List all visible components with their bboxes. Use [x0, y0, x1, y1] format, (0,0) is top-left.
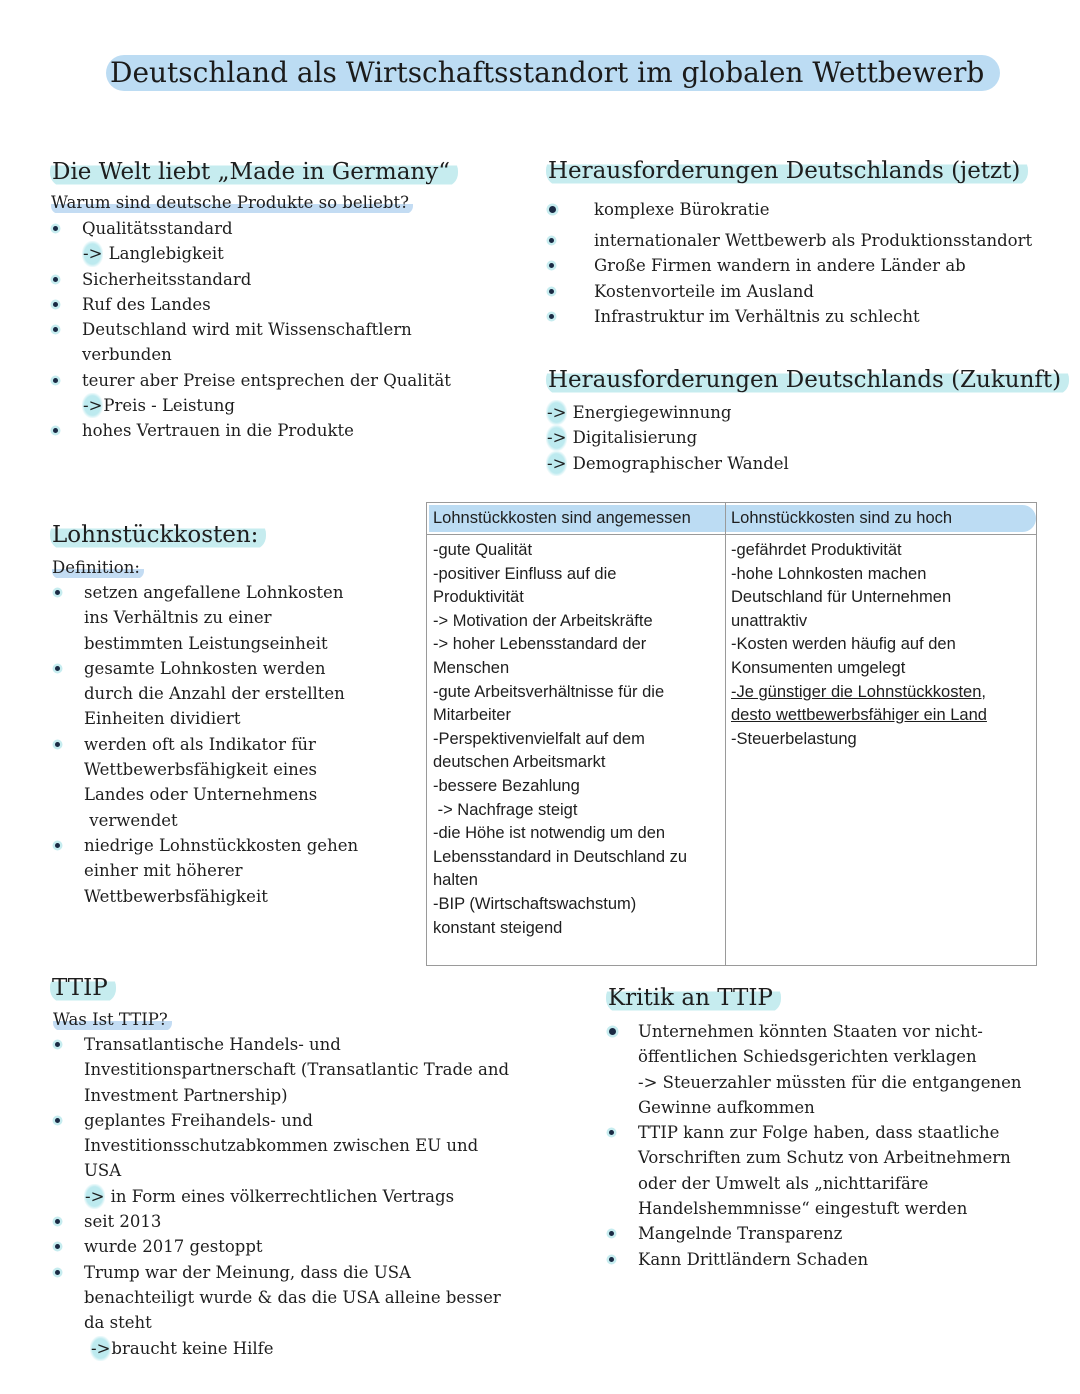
list-item: Mangelnde Transparenz	[608, 1221, 1048, 1246]
list-item: TTIP kann zur Folge haben, dass staatliche Vorschriften zum Schutz von Arbeitnehmern oder der Umwelt als „nichttarifäre Handelshemmnisse“ eingestuft werden	[608, 1120, 1048, 1221]
ttip-question: Was Ist TTIP?	[53, 1009, 172, 1031]
page-title: Deutschland als Wirtschaftsstandort im globalen Wettbewerb	[106, 55, 1000, 91]
table-column-too-high: -gefährdet Produktivität -hohe Lohnkosten machen Deutschland für Unternehmen unattraktiv -Kosten werden häufig auf den Konsumenten umgelegt -Je günstiger die Lohnstückkosten, desto wettbewerbsfähiger ein Land -Steuerbelastung	[731, 541, 987, 748]
list-item: Transatlantische Handels- und Investitionspartnerschaft (Transatlantic Trade and Investment Partnership)	[54, 1032, 514, 1108]
bullet-icon	[549, 289, 554, 294]
bullet-icon	[549, 206, 556, 213]
arrow-icon: ->	[82, 393, 103, 418]
table-header-cell: Lohnstückkosten sind zu hoch	[731, 509, 953, 527]
made-in-germany-question: Warum sind deutsche Produkte so beliebt?	[51, 192, 413, 214]
made-in-germany-list	[52, 216, 492, 444]
arrow-icon: ->	[546, 425, 567, 450]
bullet-icon	[609, 1028, 616, 1035]
challenges-now-list	[548, 197, 1048, 330]
challenges-now-heading: Herausforderungen Deutschlands (jetzt)	[546, 156, 1028, 186]
list-item: seit 2013	[54, 1209, 514, 1234]
bullet-icon	[609, 1231, 614, 1236]
bullet-icon	[609, 1130, 614, 1135]
list-item: Kann Drittländern Schaden	[608, 1247, 1048, 1272]
list-item: gesamte Lohnkosten werden durch die Anzahl der erstellten Einheiten dividiert	[54, 656, 414, 732]
list-item: wurde 2017 gestoppt	[54, 1234, 514, 1259]
list-item: Unternehmen könnten Staaten vor nicht- öffentlichen Schiedsgerichten verklagen -> Steuerzahler müssten für die entgangenen Gewinne aufkommen	[608, 1019, 1048, 1120]
list-item: Kostenvorteile im Ausland	[548, 279, 1048, 305]
unit-labour-costs-heading: Lohnstückkosten:	[50, 520, 266, 550]
bullet-icon	[55, 1219, 60, 1224]
arrow-icon: ->	[90, 1336, 111, 1361]
arrow-icon: ->	[546, 400, 567, 425]
bullet-icon	[55, 742, 60, 747]
list-item: setzen angefallene Lohnkosten ins Verhältnis zu einer bestimmten Leistungseinheit	[54, 580, 414, 656]
ttip-criticism-list	[608, 1019, 1048, 1272]
bullet-icon	[53, 378, 58, 383]
list-item: -> Demographischer Wandel	[546, 451, 789, 476]
list-item: Ruf des Landes	[52, 292, 492, 317]
bullet-icon	[549, 238, 554, 243]
bullet-icon	[53, 302, 58, 307]
bullet-icon	[55, 666, 60, 671]
bullet-icon	[53, 226, 58, 231]
arrow-icon: ->	[546, 451, 567, 476]
bullet-icon	[55, 843, 60, 848]
unit-labour-costs-list	[54, 580, 414, 909]
list-item: -> Digitalisierung	[546, 425, 789, 450]
bullet-icon	[549, 314, 554, 319]
list-item: werden oft als Indikator für Wettbewerbsfähigkeit eines Landes oder Unternehmens verwendet	[54, 732, 414, 833]
table-header	[427, 503, 1036, 535]
ttip-list	[54, 1032, 514, 1361]
list-item: niedrige Lohnstückkosten gehen einher mit höherer Wettbewerbsfähigkeit	[54, 833, 414, 909]
bullet-icon	[55, 1042, 60, 1047]
bullet-icon	[55, 1270, 60, 1275]
bullet-icon	[53, 327, 58, 332]
list-item: Trump war der Meinung, dass die USA benachteiligt wurde & das die USA alleine besser da steht ->braucht keine Hilfe	[54, 1260, 514, 1361]
list-item: Infrastruktur im Verhältnis zu schlecht	[548, 304, 1048, 330]
list-item: internationaler Wettbewerb als Produktionsstandort	[548, 228, 1048, 254]
bullet-icon	[55, 1244, 60, 1249]
challenges-future-heading: Herausforderungen Deutschlands (Zukunft)	[546, 365, 1069, 395]
bullet-icon	[53, 428, 58, 433]
list-item: komplexe Bürokratie	[548, 197, 1048, 223]
list-item: Sicherheitsstandard	[52, 267, 492, 292]
comparison-table	[426, 502, 1037, 966]
bullet-icon	[55, 1118, 60, 1123]
list-item: teurer aber Preise entsprechen der Qualität ->Preis - Leistung	[52, 368, 492, 419]
bullet-icon	[53, 277, 58, 282]
bullet-icon	[549, 263, 554, 268]
list-item: geplantes Freihandels- und Investitionsschutzabkommen zwischen EU und USA -> in Form eines völkerrechtlichen Vertrags	[54, 1108, 514, 1209]
arrow-icon: ->	[84, 1184, 105, 1209]
list-item: Qualitätsstandard -> Langlebigkeit	[52, 216, 492, 267]
ttip-heading: TTIP	[50, 973, 116, 1003]
ttip-criticism-heading: Kritik an TTIP	[606, 983, 781, 1013]
list-item: Deutschland wird mit Wissenschaftlern verbunden	[52, 317, 492, 368]
list-item: hohes Vertrauen in die Produkte	[52, 418, 492, 443]
column-divider	[725, 503, 726, 965]
table-column-adequate: -gute Qualität -positiver Einfluss auf die Produktivität -> Motivation der Arbeitskräfte -> hoher Lebensstandard der Menschen -gute Arbeitsverhältnisse für die Mitarbeiter -Perspektivenvielfalt auf dem deutschen Arbeitsmarkt -bessere Bezahlung -> Nachfrage steigt -die Höhe ist notwendig um den Lebensstandard in Deutschland zu halten -BIP (Wirtschaftswachstum) konstant steigend	[433, 541, 688, 937]
list-item: Große Firmen wandern in andere Länder ab	[548, 253, 1048, 279]
bullet-icon	[609, 1257, 614, 1262]
table-header-cell: Lohnstückkosten sind angemessen	[433, 509, 691, 527]
arrow-icon: ->	[82, 241, 103, 266]
bullet-icon	[55, 590, 60, 595]
list-item: -> Energiegewinnung	[546, 400, 789, 425]
challenges-future-list	[546, 400, 789, 476]
made-in-germany-heading: Die Welt liebt „Made in Germany“	[50, 157, 458, 187]
definition-label: Definition:	[52, 557, 144, 579]
